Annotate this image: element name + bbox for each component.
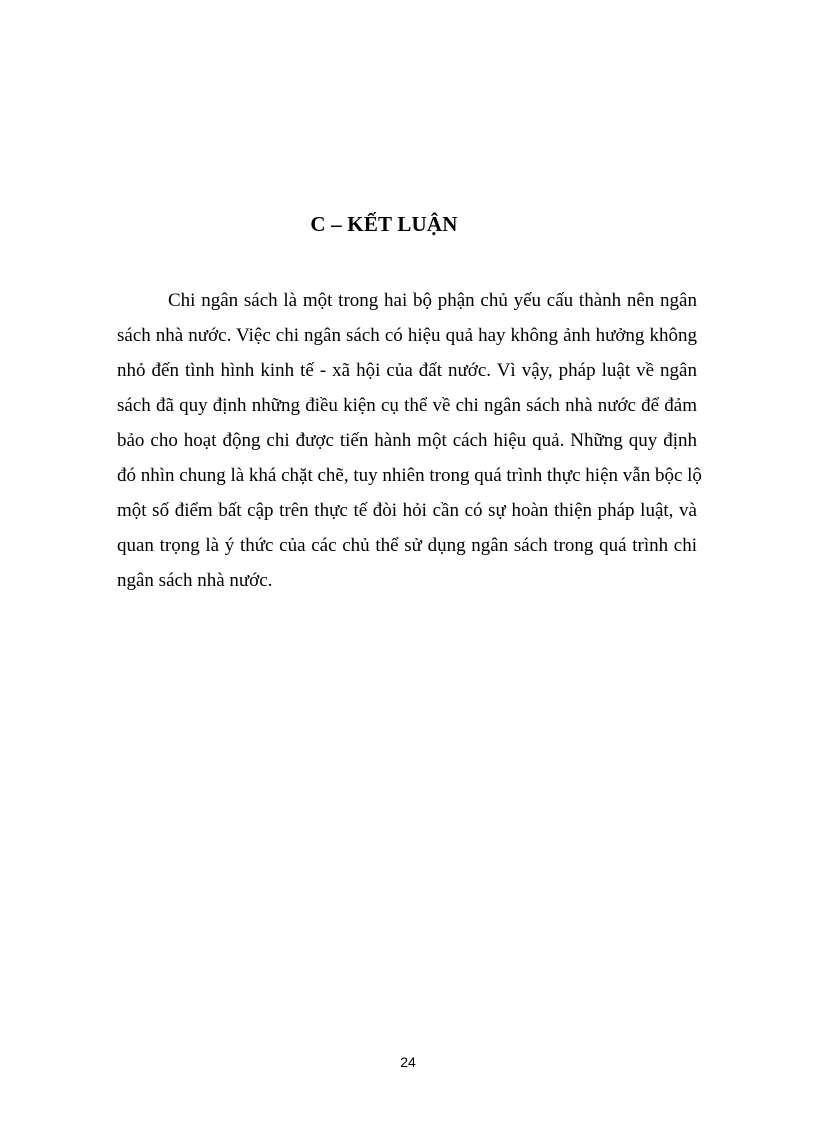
paragraph-line: sách nhà nước. Việc chi ngân sách có hiệu quả hay không ảnh hưởng không (117, 325, 697, 346)
section-heading: C – KẾT LUẬN (310, 212, 458, 236)
paragraph-line: quan trọng là ý thức của các chủ thể sử dụng ngân sách trong quá trình chi (117, 535, 697, 556)
paragraph-line: sách đã quy định những điều kiện cụ thể về chi ngân sách nhà nước để đảm (117, 395, 697, 416)
paragraph-line: Chi ngân sách là một trong hai bộ phận chủ yếu cấu thành nên ngân (168, 290, 697, 311)
paragraph-line: đó nhìn chung là khá chặt chẽ, tuy nhiên trong quá trình thực hiện vẫn bộc lộ (117, 465, 702, 486)
paragraph-line: nhỏ đến tình hình kinh tế - xã hội của đất nước. Vì vậy, pháp luật về ngân (117, 360, 697, 381)
conclusion-paragraph (117, 283, 702, 598)
paragraph-line: bảo cho hoạt động chi được tiến hành một cách hiệu quả. Những quy định (117, 430, 697, 451)
paragraph-line: một số điểm bất cập trên thực tế đòi hỏi cần có sự hoàn thiện pháp luật, và (117, 500, 697, 521)
paragraph-line: ngân sách nhà nước. (117, 570, 273, 591)
page-number: 24 (400, 1054, 416, 1070)
